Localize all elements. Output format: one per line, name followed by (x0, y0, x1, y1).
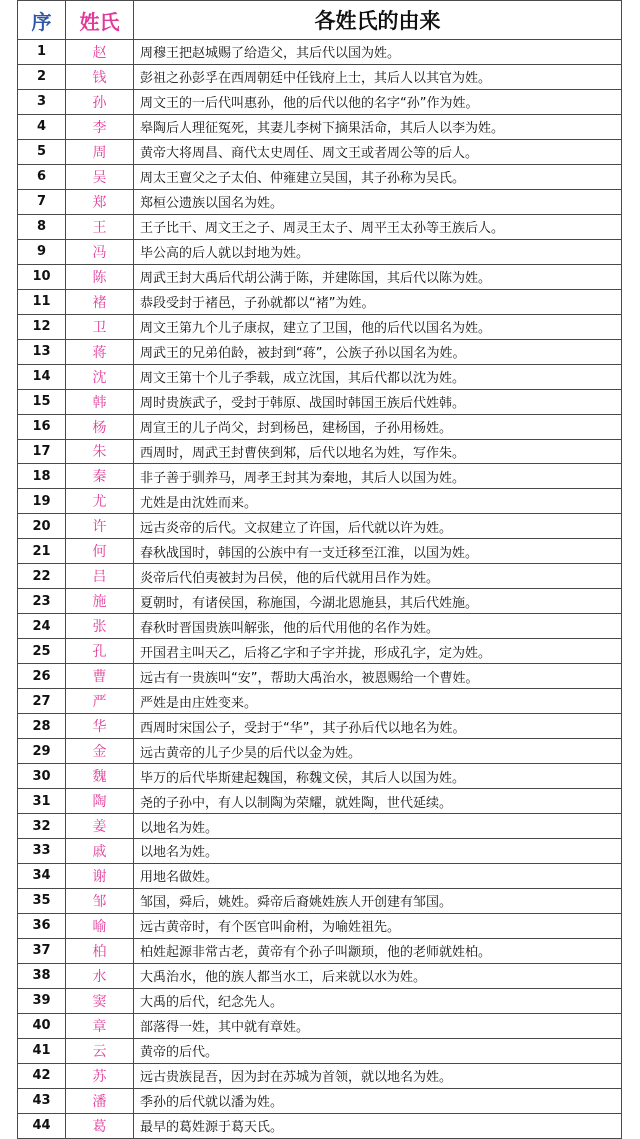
row-origin: 季孙的后代就以潘为姓。 (134, 1088, 622, 1113)
row-surname: 蒋 (66, 339, 134, 364)
row-surname: 邹 (66, 888, 134, 913)
table-row (18, 414, 622, 439)
table-row (18, 639, 622, 664)
surname-origin-table-container (17, 0, 621, 1139)
row-surname: 水 (66, 963, 134, 988)
row-surname: 张 (66, 614, 134, 639)
row-origin: 远古贵族昆吾，因为封在苏城为首领，就以地名为姓。 (134, 1063, 622, 1088)
row-index: 40 (18, 1013, 66, 1038)
table-row (18, 439, 622, 464)
row-index: 5 (18, 139, 66, 164)
table-body (18, 40, 622, 1139)
row-index: 7 (18, 189, 66, 214)
table-row (18, 1013, 622, 1038)
row-index: 9 (18, 239, 66, 264)
row-index: 1 (18, 40, 66, 65)
row-origin: 恭段受封于褚邑，子孙就都以“褚”为姓。 (134, 289, 622, 314)
table-row (18, 40, 622, 65)
row-origin: 以地名为姓。 (134, 839, 622, 864)
row-index: 21 (18, 539, 66, 564)
table-row (18, 913, 622, 938)
table-row (18, 514, 622, 539)
row-surname: 谢 (66, 863, 134, 888)
table-row (18, 863, 622, 888)
row-index: 31 (18, 789, 66, 814)
row-surname: 朱 (66, 439, 134, 464)
row-origin: 周时贵族武子，受封于韩原、战国时韩国王族后代姓韩。 (134, 389, 622, 414)
row-origin: 以地名为姓。 (134, 814, 622, 839)
row-index: 30 (18, 764, 66, 789)
row-surname: 李 (66, 114, 134, 139)
row-origin: 最早的葛姓源于葛天氏。 (134, 1113, 622, 1138)
row-surname: 章 (66, 1013, 134, 1038)
row-origin: 周文王第十个儿子季载，成立沈国，其后代都以沈为姓。 (134, 364, 622, 389)
table-row (18, 1113, 622, 1138)
table-row (18, 739, 622, 764)
table-row (18, 539, 622, 564)
table-row (18, 164, 622, 189)
table-row (18, 789, 622, 814)
row-surname: 周 (66, 139, 134, 164)
row-origin: 周文王第九个儿子康叔，建立了卫国，他的后代以国名为姓。 (134, 314, 622, 339)
row-index: 8 (18, 214, 66, 239)
row-index: 41 (18, 1038, 66, 1063)
row-index: 15 (18, 389, 66, 414)
table-row (18, 938, 622, 963)
row-origin: 开国君主叫天乙，后将乙字和子字并拢，形成孔字，定为姓。 (134, 639, 622, 664)
table-row (18, 614, 622, 639)
row-origin: 远古黄帝时，有个医官叫俞柎，为喻姓祖先。 (134, 913, 622, 938)
row-origin: 周武王的兄弟伯龄，被封到“蒋”，公族子孙以国名为姓。 (134, 339, 622, 364)
row-surname: 赵 (66, 40, 134, 65)
row-surname: 窦 (66, 988, 134, 1013)
row-index: 38 (18, 963, 66, 988)
row-origin: 春秋战国时，韩国的公族中有一支迁移至江淮，以国为姓。 (134, 539, 622, 564)
row-origin: 黄帝大将周昌、商代太史周任、周文王或者周公等的后人。 (134, 139, 622, 164)
row-origin: 彭祖之孙彭孚在西周朝廷中任钱府上士，其后人以其官为姓。 (134, 64, 622, 89)
row-surname: 华 (66, 714, 134, 739)
header-row (18, 1, 622, 40)
table-row (18, 988, 622, 1013)
header-index: 序 (18, 1, 66, 40)
row-origin: 邹国，舜后，姚姓。舜帝后裔姚姓族人开创建有邹国。 (134, 888, 622, 913)
row-origin: 远古有一贵族叫“安”，帮助大禹治水，被恩赐给一个曹姓。 (134, 664, 622, 689)
row-index: 36 (18, 913, 66, 938)
row-index: 44 (18, 1113, 66, 1138)
row-surname: 葛 (66, 1113, 134, 1138)
table-header (18, 1, 622, 40)
row-surname: 卫 (66, 314, 134, 339)
row-surname: 孙 (66, 89, 134, 114)
row-origin: 柏姓起源非常古老，黄帝有个孙子叫颛顼，他的老师就姓柏。 (134, 938, 622, 963)
row-index: 27 (18, 689, 66, 714)
row-surname: 魏 (66, 764, 134, 789)
table-row (18, 764, 622, 789)
row-index: 17 (18, 439, 66, 464)
row-surname: 严 (66, 689, 134, 714)
row-index: 10 (18, 264, 66, 289)
row-surname: 韩 (66, 389, 134, 414)
row-surname: 秦 (66, 464, 134, 489)
table-row (18, 214, 622, 239)
row-surname: 苏 (66, 1063, 134, 1088)
row-index: 16 (18, 414, 66, 439)
row-index: 22 (18, 564, 66, 589)
row-origin: 皋陶后人理征冤死，其妻儿李树下摘果活命，其后人以李为姓。 (134, 114, 622, 139)
row-index: 2 (18, 64, 66, 89)
table-row (18, 64, 622, 89)
row-surname: 许 (66, 514, 134, 539)
row-origin: 毕公高的后人就以封地为姓。 (134, 239, 622, 264)
row-origin: 尤姓是由沈姓而来。 (134, 489, 622, 514)
row-surname: 金 (66, 739, 134, 764)
row-origin: 部落得一姓，其中就有章姓。 (134, 1013, 622, 1038)
row-surname: 柏 (66, 938, 134, 963)
row-index: 43 (18, 1088, 66, 1113)
table-row (18, 814, 622, 839)
table-row (18, 389, 622, 414)
row-surname: 潘 (66, 1088, 134, 1113)
row-surname: 冯 (66, 239, 134, 264)
row-index: 42 (18, 1063, 66, 1088)
row-index: 26 (18, 664, 66, 689)
row-origin: 黄帝的后代。 (134, 1038, 622, 1063)
row-index: 29 (18, 739, 66, 764)
row-index: 35 (18, 888, 66, 913)
table-row (18, 1088, 622, 1113)
row-surname: 郑 (66, 189, 134, 214)
row-surname: 陶 (66, 789, 134, 814)
row-index: 12 (18, 314, 66, 339)
row-origin: 周文王的一后代叫惠孙，他的后代以他的名字“孙”作为姓。 (134, 89, 622, 114)
table-row (18, 1038, 622, 1063)
table-row (18, 589, 622, 614)
row-origin: 严姓是由庄姓变来。 (134, 689, 622, 714)
table-row (18, 664, 622, 689)
table-row (18, 963, 622, 988)
row-index: 20 (18, 514, 66, 539)
table-row (18, 689, 622, 714)
row-surname: 孔 (66, 639, 134, 664)
row-index: 13 (18, 339, 66, 364)
table-row (18, 314, 622, 339)
row-surname: 曹 (66, 664, 134, 689)
row-surname: 吕 (66, 564, 134, 589)
row-origin: 春秋时晋国贵族叫解张，他的后代用他的名作为姓。 (134, 614, 622, 639)
header-origin: 各姓氏的由来 (134, 1, 622, 40)
table-row (18, 139, 622, 164)
row-origin: 大禹的后代，纪念先人。 (134, 988, 622, 1013)
table-row (18, 489, 622, 514)
row-surname: 钱 (66, 64, 134, 89)
table-row (18, 888, 622, 913)
row-index: 18 (18, 464, 66, 489)
table-row (18, 714, 622, 739)
row-origin: 郑桓公遗族以国名为姓。 (134, 189, 622, 214)
row-surname: 杨 (66, 414, 134, 439)
table-row (18, 464, 622, 489)
row-surname: 陈 (66, 264, 134, 289)
row-index: 37 (18, 938, 66, 963)
row-surname: 褚 (66, 289, 134, 314)
row-origin: 毕万的后代毕斯建起魏国，称魏文侯，其后人以国为姓。 (134, 764, 622, 789)
row-index: 32 (18, 814, 66, 839)
table-row (18, 189, 622, 214)
row-origin: 西周时，周武王封曹侠到邾，后代以地名为姓，写作朱。 (134, 439, 622, 464)
row-surname: 施 (66, 589, 134, 614)
row-origin: 王子比干、周文王之子、周灵王太子、周平王太孙等王族后人。 (134, 214, 622, 239)
row-surname: 王 (66, 214, 134, 239)
header-surname: 姓氏 (66, 1, 134, 40)
table-row (18, 114, 622, 139)
row-surname: 云 (66, 1038, 134, 1063)
row-index: 34 (18, 863, 66, 888)
row-origin: 夏朝时，有诸侯国，称施国，今湖北恩施县，其后代姓施。 (134, 589, 622, 614)
table-row (18, 264, 622, 289)
row-origin: 周宣王的儿子尚父，封到杨邑，建杨国，子孙用杨姓。 (134, 414, 622, 439)
table-row (18, 339, 622, 364)
row-origin: 西周时宋国公子，受封于“华”，其子孙后代以地名为姓。 (134, 714, 622, 739)
row-origin: 周穆王把赵城赐了给造父，其后代以国为姓。 (134, 40, 622, 65)
row-origin: 尧的子孙中，有人以制陶为荣耀，就姓陶，世代延续。 (134, 789, 622, 814)
row-origin: 炎帝后代伯夷被封为吕侯，他的后代就用吕作为姓。 (134, 564, 622, 589)
row-index: 14 (18, 364, 66, 389)
row-surname: 姜 (66, 814, 134, 839)
row-index: 23 (18, 589, 66, 614)
row-origin: 周太王亶父之子太伯、仲雍建立吴国，其子孙称为吴氏。 (134, 164, 622, 189)
row-surname: 吴 (66, 164, 134, 189)
row-origin: 非子善于驯养马，周孝王封其为秦地，其后人以国为姓。 (134, 464, 622, 489)
row-origin: 用地名做姓。 (134, 863, 622, 888)
row-index: 28 (18, 714, 66, 739)
row-index: 11 (18, 289, 66, 314)
row-index: 39 (18, 988, 66, 1013)
row-index: 6 (18, 164, 66, 189)
row-origin: 远古炎帝的后代。文叔建立了许国，后代就以许为姓。 (134, 514, 622, 539)
row-origin: 大禹治水，他的族人都当水工，后来就以水为姓。 (134, 963, 622, 988)
row-index: 19 (18, 489, 66, 514)
row-origin: 周武王封大禹后代胡公满于陈，并建陈国，其后代以陈为姓。 (134, 264, 622, 289)
row-index: 33 (18, 839, 66, 864)
table-row (18, 564, 622, 589)
row-index: 4 (18, 114, 66, 139)
row-surname: 喻 (66, 913, 134, 938)
table-row (18, 289, 622, 314)
row-origin: 远古黄帝的儿子少昊的后代以金为姓。 (134, 739, 622, 764)
surname-origin-table (17, 0, 622, 1139)
table-row (18, 239, 622, 264)
row-surname: 沈 (66, 364, 134, 389)
table-row (18, 364, 622, 389)
table-row (18, 839, 622, 864)
row-index: 3 (18, 89, 66, 114)
row-surname: 尤 (66, 489, 134, 514)
row-index: 25 (18, 639, 66, 664)
table-row (18, 89, 622, 114)
row-surname: 戚 (66, 839, 134, 864)
table-row (18, 1063, 622, 1088)
row-surname: 何 (66, 539, 134, 564)
row-index: 24 (18, 614, 66, 639)
